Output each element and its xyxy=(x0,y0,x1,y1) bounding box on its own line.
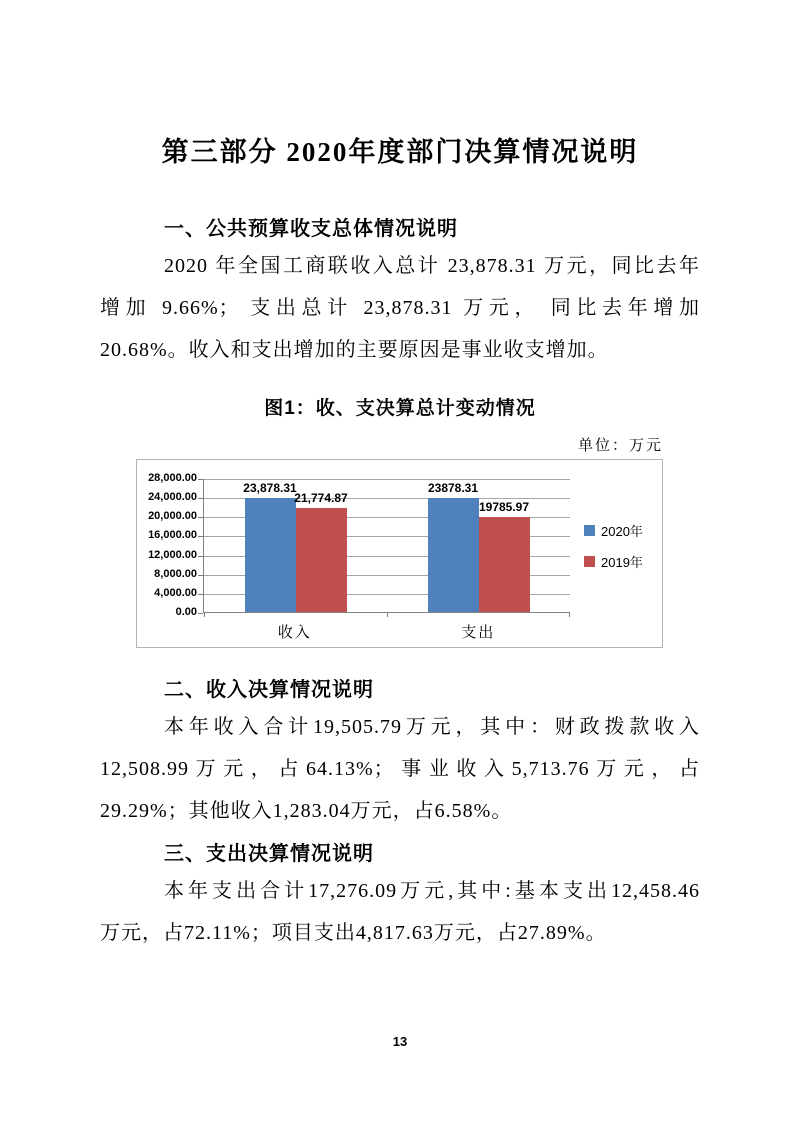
section-3-heading: 三、支出决算情况说明 xyxy=(164,843,374,865)
bar-data-label: 23878.31 xyxy=(427,480,479,495)
legend-item-2019年 xyxy=(584,552,658,571)
page-number: 13 xyxy=(392,1034,408,1049)
bar-data-label: 19785.97 xyxy=(478,500,530,515)
chart-legend xyxy=(570,479,658,613)
document-title: 第三部分 2020年度部门决算情况说明 xyxy=(161,137,639,167)
y-axis-tick-mark xyxy=(198,613,203,614)
legend-item-2020年 xyxy=(584,521,658,540)
x-axis-tick-mark xyxy=(569,612,570,617)
bar-groups xyxy=(204,479,570,612)
y-axis-tick-label: 24,000.00 xyxy=(148,491,197,504)
paragraph-line: 2020 年全国工商联收入总计 23,878.31 万元，同比去年 xyxy=(164,255,700,277)
figure-1-title: 图1：收、支决算总计变动情况 xyxy=(264,398,536,419)
bar-data-label: 23,878.31 xyxy=(243,480,297,495)
section-3-paragraph xyxy=(100,870,700,954)
section-1-paragraph xyxy=(100,245,700,371)
paragraph-line: 12,508.99万元，占64.13%；事业收入5,713.76万元，占 xyxy=(100,758,700,780)
section-1-heading: 一、公共预算收支总体情况说明 xyxy=(164,218,458,240)
paragraph-line: 29.29%；其他收入1,283.04万元，占6.58%。 xyxy=(100,800,513,822)
x-axis-tick-mark xyxy=(204,612,205,617)
chart-plot-area xyxy=(203,479,570,613)
legend-label: 2019年 xyxy=(601,555,643,570)
page-content xyxy=(0,130,800,954)
y-axis-tick-label: 12,000.00 xyxy=(148,548,197,561)
legend-label: 2020年 xyxy=(601,524,643,539)
bar-2020年-支出 xyxy=(427,480,479,612)
y-axis-tick-label: 4,000.00 xyxy=(154,586,197,599)
legend-swatch-icon xyxy=(584,525,595,536)
y-axis-tick-label: 16,000.00 xyxy=(148,529,197,542)
category-label-支出: 支出 xyxy=(461,625,496,641)
y-axis-tick-label: 20,000.00 xyxy=(148,510,197,523)
chart-plot-column xyxy=(203,479,570,642)
figure-unit-label: 单位：万元 xyxy=(577,438,663,454)
legend-swatch-icon xyxy=(584,556,595,567)
paragraph-line: 本年支出合计17,276.09万元,其中:基本支出12,458.46 xyxy=(164,880,700,902)
chart-y-axis xyxy=(139,472,203,618)
section-2-heading: 二、收入决算情况说明 xyxy=(164,679,374,701)
figure-1-bar-chart xyxy=(136,459,663,648)
bar-2019年-支出 xyxy=(478,500,530,612)
x-axis-tick-mark xyxy=(387,612,388,617)
bar-group-支出 xyxy=(387,479,570,612)
bar-2019年-收入 xyxy=(294,490,348,612)
paragraph-line: 增加 9.66%； 支出总计 23,878.31 万元， 同比去年增加 xyxy=(100,297,700,319)
bar-2020年-收入 xyxy=(243,480,297,612)
bar-group-收入 xyxy=(204,479,387,612)
paragraph-line: 20.68%。收入和支出增加的主要原因是事业收支增加。 xyxy=(100,339,609,361)
chart-category-axis xyxy=(203,613,570,642)
paragraph-line: 万元，占72.11%；项目支出4,817.63万元，占27.89%。 xyxy=(100,922,607,944)
bar-data-label: 21,774.87 xyxy=(294,490,348,505)
y-axis-tick-label: 8,000.00 xyxy=(154,567,197,580)
paragraph-line: 本年收入合计19,505.79万元，其中：财政拨款收入 xyxy=(164,716,700,738)
y-axis-tick-label: 0.00 xyxy=(175,606,197,618)
y-axis-tick-label: 28,000.00 xyxy=(148,472,197,484)
section-2-paragraph xyxy=(100,706,700,832)
category-label-收入: 收入 xyxy=(277,625,312,641)
